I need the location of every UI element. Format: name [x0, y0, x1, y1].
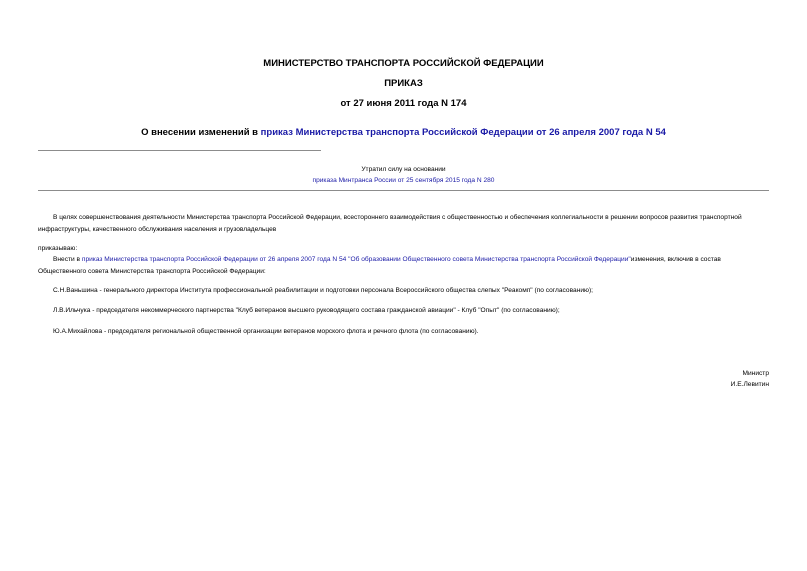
date-heading: от 27 июня 2011 года N 174 [340, 98, 467, 109]
ministry-heading: МИНИСТЕРСТВО ТРАНСПОРТА РОССИЙСКОЙ ФЕДЕРАЦИИ [263, 58, 544, 69]
subject-heading [0, 127, 807, 138]
order-word: приказываю: [38, 245, 78, 252]
signature-block [731, 368, 769, 390]
top-divider [38, 150, 321, 151]
signature-name: И.Е.Левитин [730, 381, 769, 388]
bottom-divider [38, 190, 769, 191]
status-note-link[interactable]: приказа Минтранса России от 25 сентября 2015 года N 280 [312, 177, 495, 184]
doc-type-heading: ПРИКАЗ [384, 78, 423, 89]
status-note [0, 164, 807, 186]
amendment-link[interactable]: приказ Министерства транспорта Российской Федерации от 26 апреля 2007 года N 54 "Об образовании Общественного совета Министерства транспорта Российской Федерации" [81, 256, 631, 263]
preamble-paragraph: В целях совершенствования деятельности Министерства транспорта Российской Федерации, всестороннего взаимодействия с общественностью и обеспечения коллегиальности в решении вопросов развития транспортной инфраструктуры, качественного обслуживания населения и грузовладельцев [38, 214, 742, 233]
member-item-1: С.Н.Ваньшина - генерального директора Института профессиональной реабилитации и подготовки персонала Всероссийского общества слепых "Реакомп" (по согласованию); [53, 287, 593, 294]
amendment-paragraph [38, 254, 769, 277]
member-item-3: Ю.А.Михайлова - председателя региональной общественной организации ветеранов морского флота и речного флота (по согласованию). [53, 328, 479, 335]
amendment-suffix: изменения, включив в состав Общественного совета Министерства транспорта Российской Федерации: [38, 256, 721, 275]
subject-link[interactable]: приказ Министерства транспорта Российской Федерации от 26 апреля 2007 года N 54 [260, 127, 666, 138]
member-item-2: Л.В.Ильчука - председателя некоммерческого партнерства "Клуб ветеранов высшего руководящего состава гражданской авиации" - Клуб "Опыт" (по согласованию); [53, 307, 560, 314]
signature-title: Министр [742, 370, 769, 377]
subject-prefix: О внесении изменений в [141, 127, 261, 138]
amendment-prefix: Внести в [53, 256, 82, 263]
status-note-text: Утратил силу на основании [361, 166, 446, 173]
